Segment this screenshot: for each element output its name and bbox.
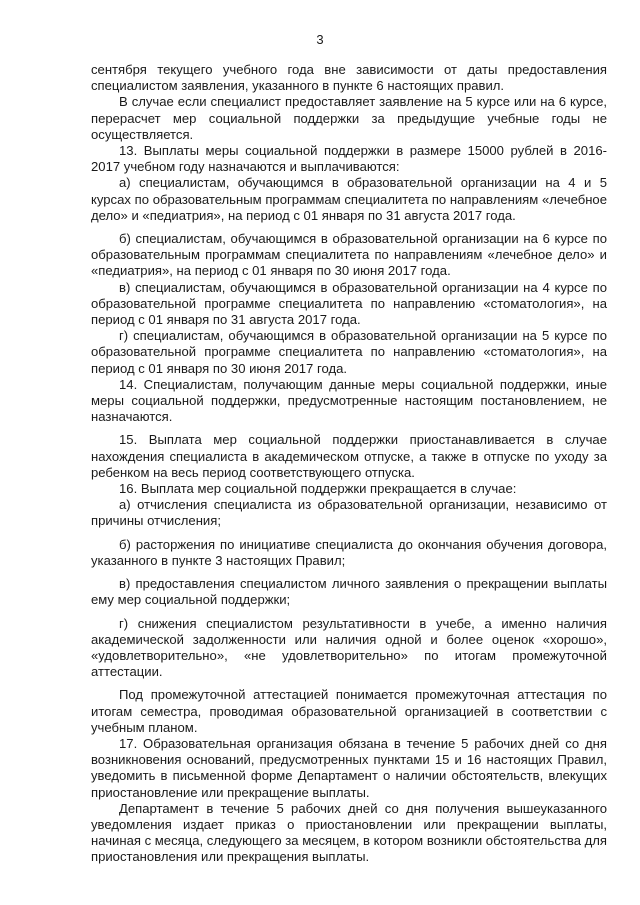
paragraph-department: Департамент в течение 5 рабочих дней со дня получения вышеуказанного уведомления издает приказ о приостановлении или прекращении выплаты, начиная с месяца, следующего за месяцем, в котором возникли обстоятельства для приостановления или прекращения выплаты. <box>91 800 607 865</box>
paragraph-16-g: г) снижения специалистом результативности в учебе, а именно наличия академической задолженности или наличия одной и более оценок «хорошо», «удовлетворительно», «не удовлетворительно» по итогам промежуточной аттестации. <box>91 615 607 680</box>
paragraph-13: 13. Выплаты меры социальной поддержки в размере 15000 рублей в 2016-2017 учебном году назначаются и выплачиваются: <box>91 143 607 175</box>
page-number: 3 <box>316 32 324 47</box>
paragraph-16-b: б) расторжения по инициативе специалиста до окончания обучения договора, указанного в пункте 3 настоящих Правил; <box>91 536 607 568</box>
paragraph-16-v: в) предоставления специалистом личного заявления о прекращении выплаты ему мер социальной поддержки; <box>91 576 607 608</box>
paragraph-16-a: а) отчисления специалиста из образовательной организации, независимо от причины отчисления; <box>91 497 607 529</box>
document-body <box>91 62 607 866</box>
paragraph-17: 17. Образовательная организация обязана в течение 5 рабочих дней со дня возникновения оснований, предусмотренных пунктами 15 и 16 настоящих Правил, уведомить в письменной форме Департамент о наличии обстоятельств, влекущих приостановление или прекращение выплаты. <box>91 735 607 800</box>
paragraph-13-v: в) специалистам, обучающимся в образовательной организации на 4 курсе по образовательной программе специалитета по направлению «стоматология», на период с 01 января по 31 августа 2017 года. <box>91 279 607 328</box>
paragraph-continuation: сентября текущего учебного года вне зависимости от даты предоставления специалистом заявления, указанного в пункте 6 настоящих правил. <box>91 62 607 94</box>
paragraph-16: 16. Выплата мер социальной поддержки прекращается в случае: <box>119 481 517 497</box>
paragraph-13-b: б) специалистам, обучающимся в образовательной организации на 6 курсе по образовательным программам специалитета по направлениям «лечебное дело» и «педиатрия», на период с 01 января по 30 июня 2017 года. <box>91 231 607 279</box>
paragraph-13-a: а) специалистам, обучающимся в образовательной организации на 4 и 5 курсах по образовательным программам специалитета по направлениям «лечебное дело» и «педиатрия», на период с 01 января по 31 августа 2017 года. <box>91 175 607 223</box>
paragraph-attestation: Под промежуточной аттестацией понимается промежуточная аттестация по итогам семестра, проводимая образовательной организацией в соответствии с учебным планом. <box>91 687 607 735</box>
paragraph-15: 15. Выплата мер социальной поддержки приостанавливается в случае нахождения специалиста в академическом отпуске, а также в отпуске по уходу за ребенком на весь период соответствующего отпуска. <box>91 432 607 480</box>
paragraph-13-g: г) специалистам, обучающимся в образовательной организации на 5 курсе по образовательной программе специалитета по направлению «стоматология», на период с 01 января по 30 июня 2017 года. <box>91 328 607 376</box>
paragraph-14: 14. Специалистам, получающим данные меры социальной поддержки, иные меры социальной поддержки, предусмотренные настоящим постановлением, не назначаются. <box>91 376 607 425</box>
paragraph-recalculation: В случае если специалист предоставляет заявление на 5 курсе или на 6 курсе, перерасчет мер социальной поддержки за предыдущие учебные годы не осуществляется. <box>91 94 607 142</box>
